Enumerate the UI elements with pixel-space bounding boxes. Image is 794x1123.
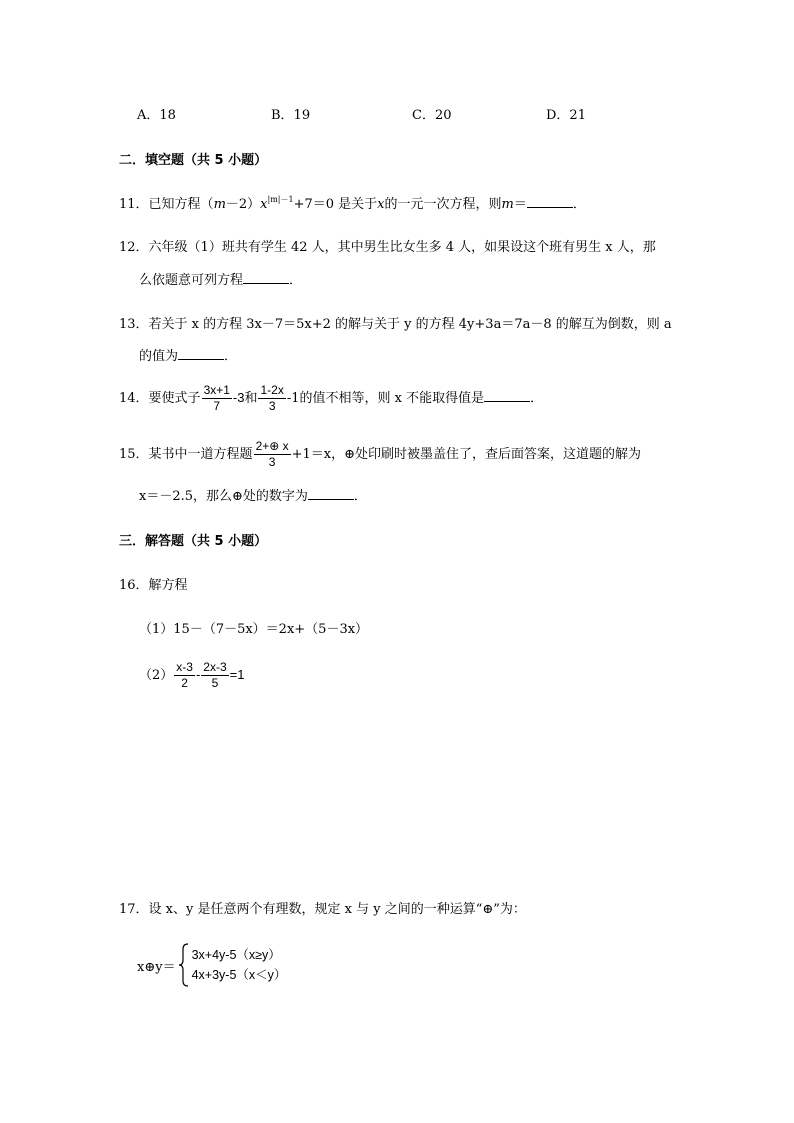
option-a: A．18 (137, 108, 176, 123)
fraction-1: $\frac{3x+1}{7}$ (203, 383, 230, 413)
q11-number: 11． (119, 197, 149, 212)
question-11: 11．已知方程$(m-2)x^{|m|-1}+7=0$ 是关于x的一元一次方程，则m＝ ． (119, 195, 586, 212)
answer-blank[interactable] (243, 271, 289, 284)
question-14: 14．要使式子 $\frac{3x+1}{7}$ -3和 $\frac{1-2x}{3}$ -1的值不相等，则 x 不能取得值是 ． (119, 383, 544, 413)
question-13: 13．若关于 x 的方程 3x－7＝5x+2 的解与关于 y 的方程 4y+3a＝7a－8 的解互为倒数，则 a (119, 317, 672, 332)
answer-blank[interactable] (178, 347, 224, 360)
q17-lhs: x⊕y＝ (137, 959, 176, 975)
question-15-line2: x＝－2.5，那么⊕处的数字为 ． (139, 489, 367, 504)
q17-case-1: 3x+4y-5（x≥y） (191, 948, 281, 962)
question-12: 12．六年级（1）班共有学生 42 人，其中男生比女生多 4 人，如果设这个班有男生 x 人，那 (119, 240, 656, 255)
question-17: 17．设 x、y 是任意两个有理数，规定 x 与 y 之间的一种运算“⊕”为： (119, 902, 526, 917)
q17-definition (137, 943, 286, 987)
fraction-2: $\frac{1-2x}{3}$ (260, 383, 284, 413)
q14-number: 14． (119, 391, 149, 406)
question-15: 15．某书中一道方程题 $\frac{2+\oplus x}{3}$ +1＝x，⊕处印刷时被墨盖住了，查后面答案，这道题的解为 (119, 439, 642, 469)
q13-number: 13． (119, 317, 149, 332)
question-12-line2: 么依题意可列方程 ． (139, 273, 303, 288)
option-b: B．19 (271, 108, 311, 123)
option-d: D．21 (546, 108, 586, 123)
q16-part-2: （2） $\frac{x-3}{2}$ - $\frac{2x-3}{5}$ =1 (139, 660, 245, 690)
q16-number: 16． (119, 578, 149, 593)
q17-case-2: 4x+3y-5（x＜y） (191, 968, 287, 982)
fraction-1: $\frac{x-3}{2}$ (176, 660, 193, 690)
q17-number: 17． (119, 902, 149, 917)
answer-blank[interactable] (308, 487, 354, 500)
fraction: $\frac{2+\oplus x}{3}$ (255, 439, 289, 469)
q12-number: 12． (119, 240, 149, 255)
section-fill-in-title: 二．填空题（共 5 小题） (119, 153, 268, 168)
q16-part-1: （1）15－（7－5x）＝2x+（5－3x） (139, 622, 369, 637)
question-13-line2: 的值为 ． (139, 349, 238, 364)
left-brace-icon (178, 943, 190, 987)
answer-blank[interactable] (484, 389, 530, 402)
question-16: 16．解方程 (119, 578, 188, 593)
q15-number: 15． (119, 447, 149, 462)
q17-cases (192, 945, 287, 985)
option-c: C．20 (412, 108, 452, 123)
answer-blank[interactable] (527, 195, 573, 208)
fraction-2: $\frac{2x-3}{5}$ (203, 660, 227, 690)
section-answer-title: 三．解答题（共 5 小题） (119, 534, 268, 549)
